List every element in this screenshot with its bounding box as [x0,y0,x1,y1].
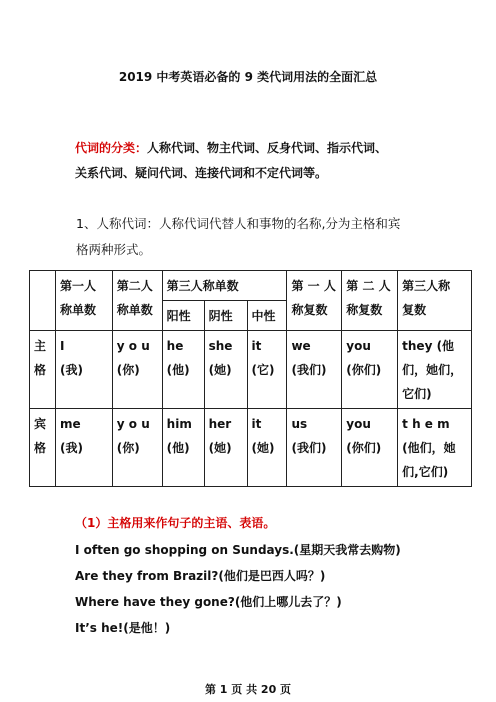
header-first-plural: 第 一 人 称复数 [287,271,342,331]
table-cell: he (他) [162,331,204,409]
table-cell: we (我们) [287,331,342,409]
table-cell: y o u (你) [112,409,162,487]
table-cell: t h e m (他们，她 们,它们) [398,409,472,487]
subsection-1-title: （1）主格用来作句子的主语、表语。 [75,516,276,530]
classification-line-1 [75,139,387,156]
classification-label: 代词的分类： [75,141,148,155]
table-cell: I (我) [55,331,112,409]
header-feminine: 阴性 [204,301,247,331]
header-masculine: 阳性 [162,301,204,331]
header-second-plural: 第 二 人 称复数 [342,271,398,331]
table-cell: they (他 们，她们， 它们) [398,331,472,409]
header-third-singular: 第三人称单数 [162,271,287,301]
table-row-nominative [30,331,472,409]
page-title: 2019 中考英语必备的 9 类代词用法的全面汇总 [118,70,378,84]
row-label-nominative: 主 格 [30,331,56,409]
header-second-singular: 第二人 称单数 [112,271,162,331]
header-neuter: 中性 [247,301,287,331]
pronoun-table [29,270,472,487]
example-sentence-1: I often go shopping on Sundays.(星期天我常去购物) [75,543,401,557]
table-cell: us (我们) [287,409,342,487]
row-label-objective: 宾 格 [30,409,56,487]
table-cell: me (我) [55,409,112,487]
table-cell: you (你们) [342,409,398,487]
table-header-row-1 [30,271,472,301]
table-cell: it (她) [247,409,287,487]
header-third-plural: 第三人称 复数 [398,271,472,331]
table-cell: y o u (你) [112,331,162,409]
table-row-objective [30,409,472,487]
table-cell: she (她) [204,331,247,409]
page-footer: 第 1 页 共 20 页 [204,683,292,696]
section1-heading-line2: 格两种形式。 [76,242,152,257]
example-sentence-3: Where have they gone?(他们上哪儿去了？) [75,595,342,609]
table-corner-cell [30,271,56,331]
header-first-singular: 第一人 称单数 [55,271,112,331]
section1-heading-line1: 1、人称代词：人称代词代替人和事物的名称,分为主格和宾 [76,216,401,231]
table-cell: her (她) [204,409,247,487]
example-sentence-4: It’s he!(是他！) [75,621,171,635]
table-cell: it (它) [247,331,287,409]
classification-line-2: 关系代词、疑问代词、连接代词和不定代词等。 [75,166,328,180]
table-cell: him (他) [162,409,204,487]
example-sentence-2: Are they from Brazil?(他们是巴西人吗？) [75,569,326,583]
classification-text-1: 人称代词、物主代词、反身代词、指示代词、 [147,141,388,155]
table-cell: you (你们) [342,331,398,409]
